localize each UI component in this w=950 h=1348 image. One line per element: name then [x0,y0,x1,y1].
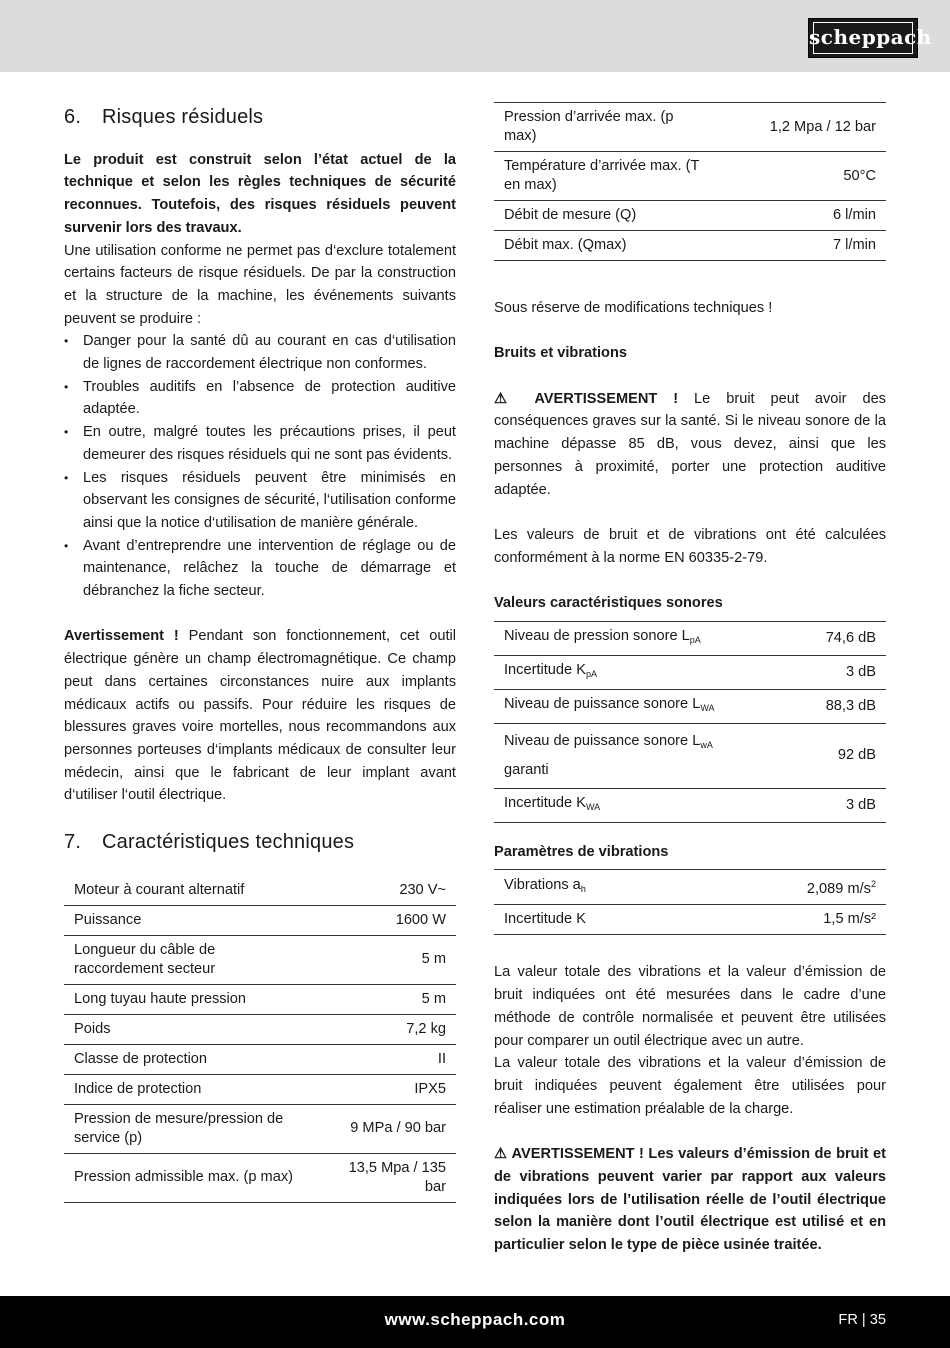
table-row: Moteur à courant alternatif 230 V~ [64,876,456,906]
table-row: Pression admissible max. (p max) 13,5 Mpa / 135 bar [64,1153,456,1202]
list-item: • Avant d’entreprendre une intervention de réglage ou de maintenance, relâchez la touche de démarrage et débranchez la fiche secteur. [64,535,456,603]
final-warning: ⚠ AVERTISSEMENT ! Les valeurs d’émission de bruit et de vibrations peuvent varier par rapport aux valeurs indiquées lors de l’utilisation réelle de l’outil électrique selon la manière dont l’outil électrique est utilisé et en particulier selon le type de pièce usinée traitée. [494,1146,886,1253]
left-column [64,100,456,1203]
scheppach-logo: scheppach [808,18,918,58]
noise-norm: Les valeurs de bruit et de vibrations ont été calculées conformément à la norme EN 60335-2-79. [494,526,886,566]
table-row: Température d’arrivée max. (T en max) 50°C [494,152,886,201]
table-row: Incertitude $K_{pA}$ 3 dB [494,655,886,689]
em-warning: Avertissement ! Pendant son fonctionnement, cet outil électrique génère un champ électromagnétique. Ce champ peut dans certaines circonstances nuire aux implants médicaux actifs ou passifs. Pour réduire les risques de blessures graves voire mortelles, nous recommandons aux personnes porteuses d‘implants médicaux de consulter leur médecin, ainsi que le fabricant de leur implant avant d‘utiliser l‘outil électrique. [64,628,456,804]
table-row: Pression d’arrivée max. (p max) 1,2 Mpa / 12 bar [494,103,886,152]
table-row: Vibrations $a_h$ 2,089 $m/s^2$ [494,870,886,905]
list-item: • Troubles auditifs en l’absence de protection auditive adaptée. [64,376,456,421]
table-row: Niveau de puissance sonore $L_{wA}$ garanti 92 dB [494,723,886,788]
section-7-heading: 7. Caractéristiques techniques [64,831,355,854]
sound-table [494,621,886,823]
sound-heading: Valeurs caractéristiques sonores [494,595,723,612]
spec-table [64,876,456,1203]
vib-text: La valeur totale des vibrations et la valeur d’émission de bruit indiquées ont été mesurées dans le cadre d’une méthode de contrôle normalisée et peuvent être utilisées pour comparer un outil électrique avec un autre. [494,964,886,1049]
footer-url[interactable]: www.scheppach.com [384,1310,566,1329]
table-row: Classe de protection II [64,1044,456,1074]
section-6-heading: 6. Risques résiduels [64,106,264,128]
table-row: Longueur du câble de raccordement secteur 5 m [64,935,456,984]
table-row: Niveau de puissance sonore $L_{WA}$ 88,3 dB [494,689,886,723]
page-footer [0,1296,950,1348]
table-row: Indice de protection IPX5 [64,1074,456,1104]
intro-text: Une utilisation conforme ne permet pas d‘exclure totalement certains facteurs de risque résiduels. De par la construction et la structure de la machine, les événements suivants peuvent se produire : [64,242,456,327]
list-item: • Les risques résiduels peuvent être minimisés en observant les consignes de sécurité, l‘utilisation conforme ainsi que la notice d‘utilisation de manière générale. [64,467,456,535]
list-item: • Danger pour la santé dû au courant en cas d‘utilisation de lignes de raccordement électrique non conformes. [64,330,456,375]
page-header [0,0,950,72]
table-row: Poids 7,2 kg [64,1014,456,1044]
page-number: FR | 35 [838,1312,886,1328]
vib-table [494,869,886,935]
vib-text-2: La valeur totale des vibrations et la valeur d’émission de bruit indiquées peuvent également être utilisées pour réaliser une estimation préalable de la charge. [494,1055,886,1117]
table-row: Incertitude K 1,5 m/s² [494,905,886,935]
table-row: Pression de mesure/pression de service (p) 9 MPa / 90 bar [64,1104,456,1153]
reserve-note: Sous réserve de modifications techniques ! [494,300,773,316]
noise-warning: ⚠ AVERTISSEMENT ! Le bruit peut avoir des conséquences graves sur la santé. Si le niveau sonore de la machine dépasse 85 dB, vous devez, ainsi que les personnes à proximité, porter une protection auditive adaptée. [494,390,886,498]
table-row: Niveau de pression sonore $L_{pA}$ 74,6 dB [494,621,886,655]
noise-heading: Bruits et vibrations [494,345,627,362]
intro-bold: Le produit est construit selon l’état actuel de la technique et selon les règles techniques de sécurité reconnues. Toutefois, des risques résiduels peuvent survenir lors des travaux. [64,151,456,236]
list-item: • En outre, malgré toutes les précautions prises, il peut demeurer des risques résiduels qui ne sont pas évidents. [64,421,456,466]
table-row: Long tuyau haute pression 5 m [64,984,456,1014]
table-row: Débit de mesure (Q) 6 l/min [494,201,886,231]
table-row: Débit max. (Qmax) 7 l/min [494,231,886,261]
spec-table-continued [494,102,886,261]
risk-list [64,330,456,602]
right-column [494,102,886,1257]
vib-heading: Paramètres de vibrations [494,843,669,860]
table-row: Puissance 1600 W [64,905,456,935]
table-row: Incertitude $K_{WA}$ 3 dB [494,788,886,822]
